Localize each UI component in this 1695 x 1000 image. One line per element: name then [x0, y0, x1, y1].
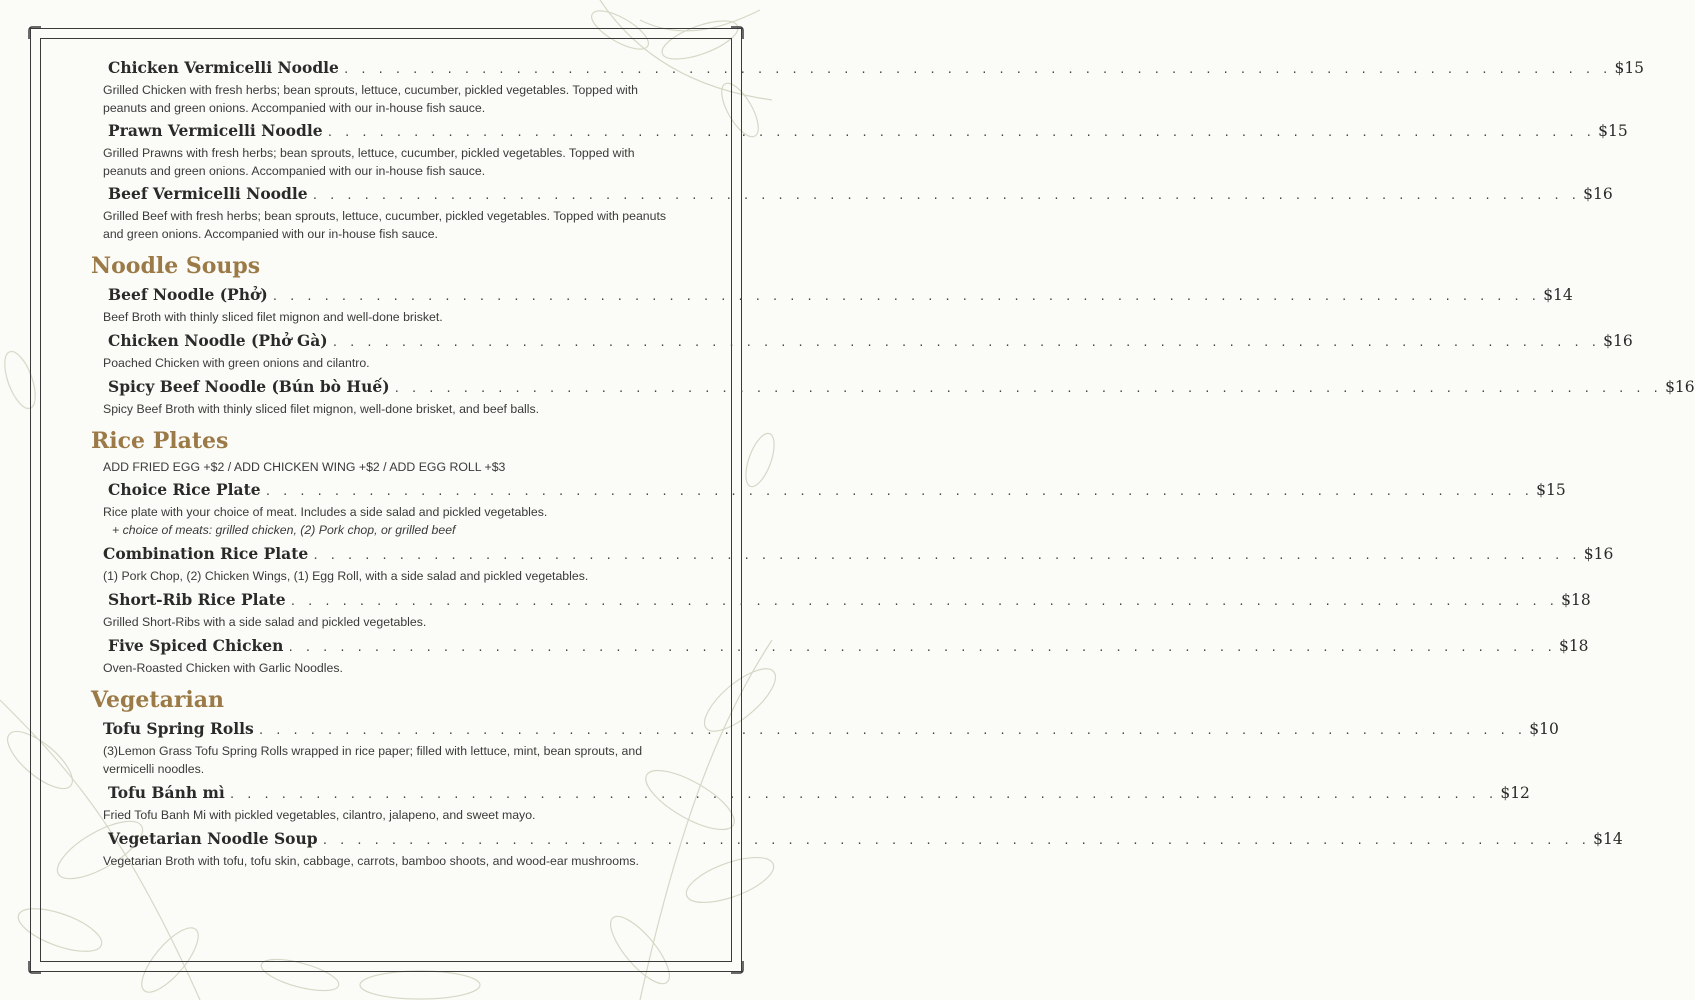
leader-dots: . . . . . . . . . . . . . . . . . . . . . . . . . . . . . . . . . . . . . . . . . . . . . . . . . . . . . . . . . . . . . . . . . . . . . . . . . . [264, 485, 1533, 498]
menu-content [91, 58, 1695, 870]
section-title-rice-plates: Rice Plates [91, 428, 229, 454]
item-price: $18 [1558, 637, 1589, 655]
item-name: Chicken Noodle (Phở Gà) [108, 331, 328, 350]
item-description: Vegetarian Broth with tofu, tofu skin, cabbage, carrots, bamboo shoots, and wood-ear mushrooms. [103, 854, 639, 868]
leader-dots: . . . . . . . . . . . . . . . . . . . . . . . . . . . . . . . . . . . . . . . . . . . . . . . . . . . . . . . . . . . . . . . . . . . . . . . . . . [321, 834, 1590, 847]
item-price: $16 [1603, 332, 1633, 350]
item-description: Spicy Beef Broth with thinly sliced filet mignon, well-done brisket, and beef balls. [103, 402, 540, 416]
leader-dots: . . . . . . . . . . . . . . . . . . . . . . . . . . . . . . . . . . . . . . . . . . . . . . . . . . . . . . . . . . . . . . . . . . . . . . . . . . [271, 290, 1540, 303]
item-description: Grilled Prawns with fresh herbs; bean sprouts, lettuce, cucumber, pickled vegetables. Topped with peanuts and green onions. Accompanied with our in-house fish sauce. [103, 146, 635, 178]
item-price: $15 [1614, 59, 1645, 77]
menu-item [91, 121, 1628, 180]
item-price: $16 [1583, 545, 1614, 563]
item-description: (3)Lemon Grass Tofu Spring Rolls wrapped in rice paper; filled with lettuce, mint, bean sprouts, and vermicelli noodles. [103, 744, 643, 776]
item-name: Tofu Bánh mì [108, 783, 225, 802]
item-description: Fried Tofu Banh Mi with pickled vegetables, cilantro, jalapeno, and sweet mayo. [103, 808, 536, 822]
menu-item [91, 590, 1591, 631]
leader-dots: . . . . . . . . . . . . . . . . . . . . . . . . . . . . . . . . . . . . . . . . . . . . . . . . . . . . . . . . . . . . . . . . . . . . . . . . . . [393, 382, 1662, 395]
leader-dots: . . . . . . . . . . . . . . . . . . . . . . . . . . . . . . . . . . . . . . . . . . . . . . . . . . . . . . . . . . . . . . . . . . . . . . . . . . [287, 641, 1555, 654]
item-price: $15 [1536, 481, 1566, 499]
item-price: $16 [1665, 378, 1695, 396]
section-title-vegetarian: Vegetarian [91, 687, 225, 713]
item-description: Beef Broth with thinly sliced filet mignon and well-done brisket. [103, 310, 443, 324]
item-name: Beef Noodle (Phở) [108, 285, 268, 304]
item-price: $15 [1598, 122, 1628, 140]
item-description: Grilled Beef with fresh herbs; bean sprouts, lettuce, cucumber, pickled vegetables. Topped with peanuts and green onions. Accompanied with our in-house fish sauce. [103, 209, 667, 241]
item-name: Combination Rice Plate [103, 544, 309, 563]
menu-item [91, 783, 1530, 824]
menu-item [91, 636, 1589, 677]
item-price: $14 [1593, 830, 1623, 848]
item-description: Grilled Short-Ribs with a side salad and pickled vegetables. [103, 615, 427, 629]
item-name: Vegetarian Noodle Soup [108, 829, 318, 848]
item-name: Prawn Vermicelli Noodle [108, 121, 323, 140]
menu-item [91, 285, 1573, 326]
menu-item [91, 480, 1566, 539]
item-name: Tofu Spring Rolls [103, 719, 254, 738]
corner-ornament-bottom-left [28, 960, 42, 974]
item-description: (1) Pork Chop, (2) Chicken Wings, (1) Egg Roll, with a side salad and pickled vegetables. [103, 569, 589, 583]
menu-item [91, 719, 1559, 778]
leader-dots: . . . . . . . . . . . . . . . . . . . . . . . . . . . . . . . . . . . . . . . . . . . . . . . . . . . . . . . . . . . . . . . . . . . . . . . . . . [331, 336, 1600, 349]
item-description: Poached Chicken with green onions and cilantro. [103, 356, 370, 370]
add-ons-note: ADD FRIED EGG +$2 / ADD CHICKEN WING +$2 / ADD EGG ROLL +$3 [103, 460, 506, 474]
item-name: Chicken Vermicelli Noodle [108, 58, 339, 77]
item-name: Choice Rice Plate [108, 480, 261, 499]
corner-ornament-top-left [28, 26, 42, 40]
item-name: Short-Rib Rice Plate [108, 590, 286, 609]
leader-dots: . . . . . . . . . . . . . . . . . . . . . . . . . . . . . . . . . . . . . . . . . . . . . . . . . . . . . . . . . . . . . . . . . . . . . . . . . . [228, 788, 1497, 801]
item-description: Oven-Roasted Chicken with Garlic Noodles. [103, 661, 343, 675]
leader-dots: . . . . . . . . . . . . . . . . . . . . . . . . . . . . . . . . . . . . . . . . . . . . . . . . . . . . . . . . . . . . . . . . . . . . . . . . . . [311, 189, 1580, 202]
menu-item [91, 58, 1645, 117]
leader-dots: . . . . . . . . . . . . . . . . . . . . . . . . . . . . . . . . . . . . . . . . . . . . . . . . . . . . . . . . . . . . . . . . . . . . . . . . . . [312, 549, 1580, 562]
menu-item [91, 184, 1613, 243]
item-price: $10 [1529, 720, 1559, 738]
menu-item [91, 544, 1614, 585]
item-name: Five Spiced Chicken [108, 636, 284, 655]
corner-ornament-bottom-right [730, 960, 744, 974]
item-price: $12 [1500, 784, 1530, 802]
item-description: Rice plate with your choice of meat. Includes a side salad and pickled vegetables. [103, 505, 548, 519]
item-price: $16 [1583, 185, 1613, 203]
item-price: $18 [1561, 591, 1591, 609]
leader-dots: . . . . . . . . . . . . . . . . . . . . . . . . . . . . . . . . . . . . . . . . . . . . . . . . . . . . . . . . . . . . . . . . . . . . . . . . . . [326, 126, 1595, 139]
item-description: Grilled Chicken with fresh herbs; bean sprouts, lettuce, cucumber, pickled vegetables. Topped with peanuts and green onions. Accompanied with our in-house fish sauce. [103, 83, 638, 115]
leader-dots: . . . . . . . . . . . . . . . . . . . . . . . . . . . . . . . . . . . . . . . . . . . . . . . . . . . . . . . . . . . . . . . . . . . . . . . . . . [257, 724, 1526, 737]
corner-ornament-top-right [730, 26, 744, 40]
item-name: Beef Vermicelli Noodle [108, 184, 308, 203]
menu-item [91, 829, 1623, 870]
section-title-noodle-soups: Noodle Soups [91, 253, 261, 279]
item-name: Spicy Beef Noodle (Bún bò Huế) [108, 377, 390, 396]
menu-item [91, 331, 1633, 372]
item-choice-note: + choice of meats: grilled chicken, (2) Pork chop, or grilled beef [112, 523, 456, 537]
menu-item [91, 377, 1695, 418]
leader-dots: . . . . . . . . . . . . . . . . . . . . . . . . . . . . . . . . . . . . . . . . . . . . . . . . . . . . . . . . . . . . . . . . . . . . . . . . . . [342, 63, 1611, 76]
leader-dots: . . . . . . . . . . . . . . . . . . . . . . . . . . . . . . . . . . . . . . . . . . . . . . . . . . . . . . . . . . . . . . . . . . . . . . . . . . [289, 595, 1558, 608]
item-price: $14 [1543, 286, 1573, 304]
